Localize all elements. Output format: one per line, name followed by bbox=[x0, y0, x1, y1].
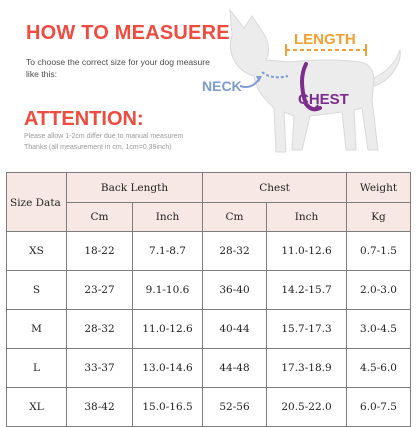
measure-instructions: To choose the correct size for your dog measure like this: bbox=[26, 57, 210, 79]
size-cell: L bbox=[7, 349, 67, 388]
unit-header: Inch bbox=[133, 203, 203, 232]
chest-header: Chest bbox=[203, 173, 347, 203]
length-label: LENGTH bbox=[294, 31, 356, 48]
table-row bbox=[7, 349, 411, 388]
unit-header: Kg bbox=[347, 203, 411, 232]
table-cell: 14.2-15.7 bbox=[267, 271, 347, 310]
table-cell: 28-32 bbox=[67, 310, 133, 349]
table-cell: 13.0-14.6 bbox=[133, 349, 203, 388]
size-chart-table bbox=[6, 172, 411, 427]
size-cell: XL bbox=[7, 388, 67, 427]
weight-header: Weight bbox=[347, 173, 411, 203]
table-cell: 38-42 bbox=[67, 388, 133, 427]
unit-header: Cm bbox=[203, 203, 267, 232]
neck-label: NECK bbox=[202, 78, 242, 94]
dog-measurement-diagram bbox=[194, 0, 416, 172]
size-cell: M bbox=[7, 310, 67, 349]
size-cell: XS bbox=[7, 232, 67, 271]
attention-heading: ATTENTION: bbox=[24, 108, 144, 130]
table-row bbox=[7, 388, 411, 427]
table-cell: 4.5-6.0 bbox=[347, 349, 411, 388]
header-row-groups bbox=[7, 173, 411, 203]
table-cell: 2.0-3.0 bbox=[347, 271, 411, 310]
table-cell: 44-48 bbox=[203, 349, 267, 388]
table-row bbox=[7, 232, 411, 271]
size-cell: S bbox=[7, 271, 67, 310]
table-cell: 18-22 bbox=[67, 232, 133, 271]
table-cell: 40-44 bbox=[203, 310, 267, 349]
table-cell: 15.0-16.5 bbox=[133, 388, 203, 427]
table-cell: 0.7-1.5 bbox=[347, 232, 411, 271]
table-row bbox=[7, 271, 411, 310]
table-cell: 15.7-17.3 bbox=[267, 310, 347, 349]
corner-cell bbox=[7, 173, 67, 232]
unit-header: Inch bbox=[267, 203, 347, 232]
table-cell: 6.0-7.5 bbox=[347, 388, 411, 427]
unit-header: Cm bbox=[67, 203, 133, 232]
corner-label: Size Data bbox=[10, 197, 61, 209]
table-cell: 3.0-4.5 bbox=[347, 310, 411, 349]
header-row-units bbox=[7, 203, 411, 232]
back-length-header: Back Length bbox=[67, 173, 203, 203]
table-row bbox=[7, 310, 411, 349]
table-cell: 11.0-12.6 bbox=[133, 310, 203, 349]
table-cell: 20.5-22.0 bbox=[267, 388, 347, 427]
table-cell: 33-37 bbox=[67, 349, 133, 388]
note-line-2: Thanks (all measurement in cm, 1cm=0.39inch) bbox=[24, 144, 172, 151]
table-cell: 11.0-12.6 bbox=[267, 232, 347, 271]
table-cell: 28-32 bbox=[203, 232, 267, 271]
chest-label: CHEST bbox=[298, 91, 349, 108]
table-cell: 52-56 bbox=[203, 388, 267, 427]
table-cell: 17.3-18.9 bbox=[267, 349, 347, 388]
table-cell: 36-40 bbox=[203, 271, 267, 310]
table-cell: 23-27 bbox=[67, 271, 133, 310]
table-cell: 7.1-8.7 bbox=[133, 232, 203, 271]
note-line-1: Please allow 1-2cm differ due to manual measurem bbox=[24, 133, 184, 140]
table-cell: 9.1-10.6 bbox=[133, 271, 203, 310]
page-title: HOW TO MEASUERE bbox=[26, 22, 230, 44]
